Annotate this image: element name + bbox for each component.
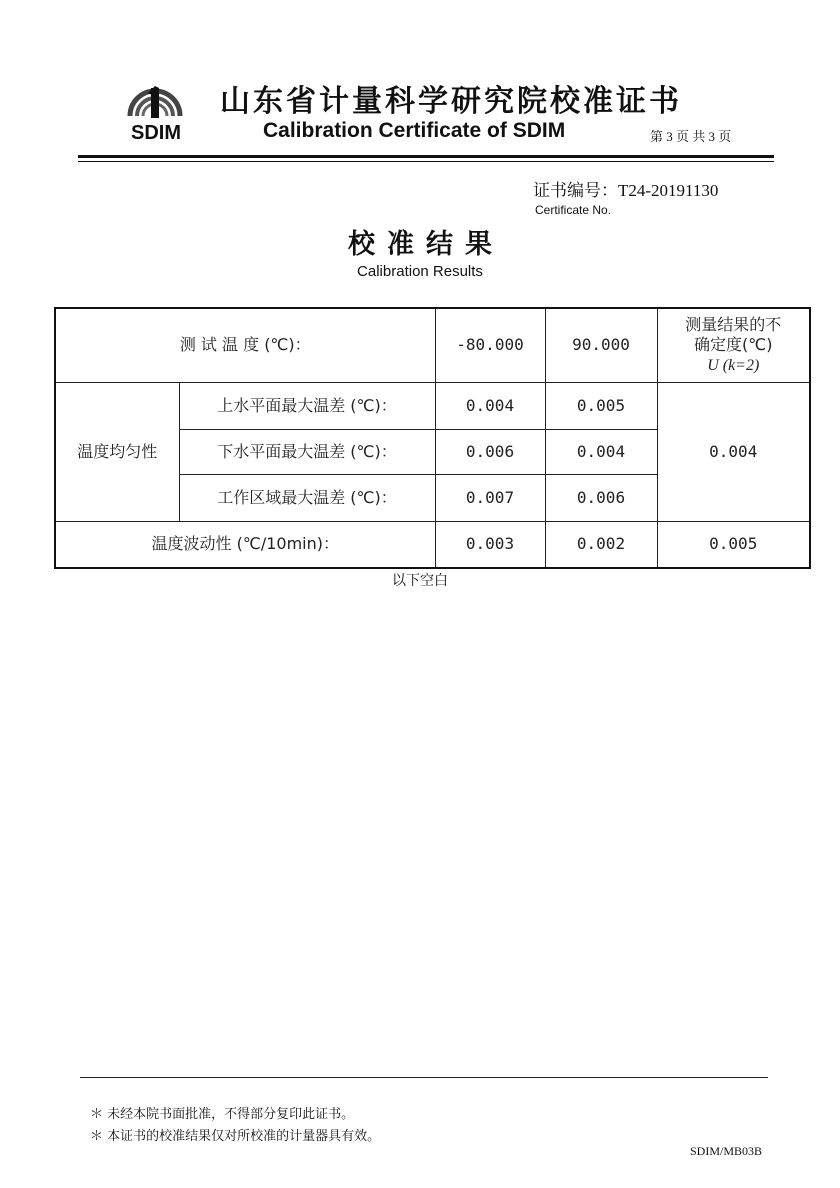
page-indicator: 第 3 页 共 3 页 [650, 129, 732, 144]
table-row [55, 382, 810, 429]
certificate-number-label-en: Certificate No. [535, 203, 612, 217]
upper-plane-value-1: 0.004 [435, 382, 545, 429]
uniformity-uncertainty: 0.004 [657, 382, 810, 521]
form-code: SDIM/MB03B [690, 1144, 763, 1158]
calibration-results-table [54, 307, 811, 569]
header-rule-thin [78, 161, 774, 162]
footer-note-2: ＊ 本证书的校准结果仅对所校准的计量器具有效。 [90, 1129, 381, 1144]
test-temperature-label: 测 试 温 度 (℃)： [55, 308, 435, 382]
table-header-row [55, 308, 810, 382]
upper-plane-label: 上水平面最大温差 (℃)： [179, 382, 435, 429]
uncertainty-header [657, 308, 810, 382]
fluctuation-uncertainty: 0.005 [657, 521, 810, 568]
work-area-value-2: 0.006 [545, 474, 657, 521]
work-area-value-1: 0.007 [435, 474, 545, 521]
uncertainty-header-line1: 测量结果的不 [685, 314, 782, 334]
upper-plane-value-2: 0.005 [545, 382, 657, 429]
logo-text: SDIM [131, 122, 181, 144]
footer-rule [80, 1077, 768, 1078]
test-temp-1: -80.000 [435, 308, 545, 382]
certificate-title-en: Calibration Certificate of SDIM [263, 119, 566, 142]
results-title: 校准结果 [348, 229, 504, 260]
lower-plane-value-2: 0.004 [545, 429, 657, 474]
fluctuation-value-2: 0.002 [545, 521, 657, 568]
certificate-number: 证书编号：T24-20191130 [533, 181, 719, 200]
footer-note-1: ＊ 未经本院书面批准，不得部分复印此证书。 [90, 1107, 355, 1122]
table-row [55, 521, 810, 568]
lower-plane-label: 下水平面最大温差 (℃)： [179, 429, 435, 474]
test-temp-2: 90.000 [545, 308, 657, 382]
lower-plane-value-1: 0.006 [435, 429, 545, 474]
header-rule [78, 155, 774, 158]
fluctuation-value-1: 0.003 [435, 521, 545, 568]
uncertainty-symbol: U (k=2) [707, 356, 760, 374]
fluctuation-label: 温度波动性 (℃/10min)： [55, 521, 435, 568]
institute-title: 山东省计量科学研究院校准证书 [220, 84, 682, 119]
uniformity-label: 温度均匀性 [55, 382, 179, 521]
blank-below-note: 以下空白 [392, 573, 448, 589]
results-title-en: Calibration Results [357, 263, 483, 280]
work-area-label: 工作区域最大温差 (℃)： [179, 474, 435, 521]
uncertainty-header-line2: 确定度(℃) [694, 334, 773, 354]
